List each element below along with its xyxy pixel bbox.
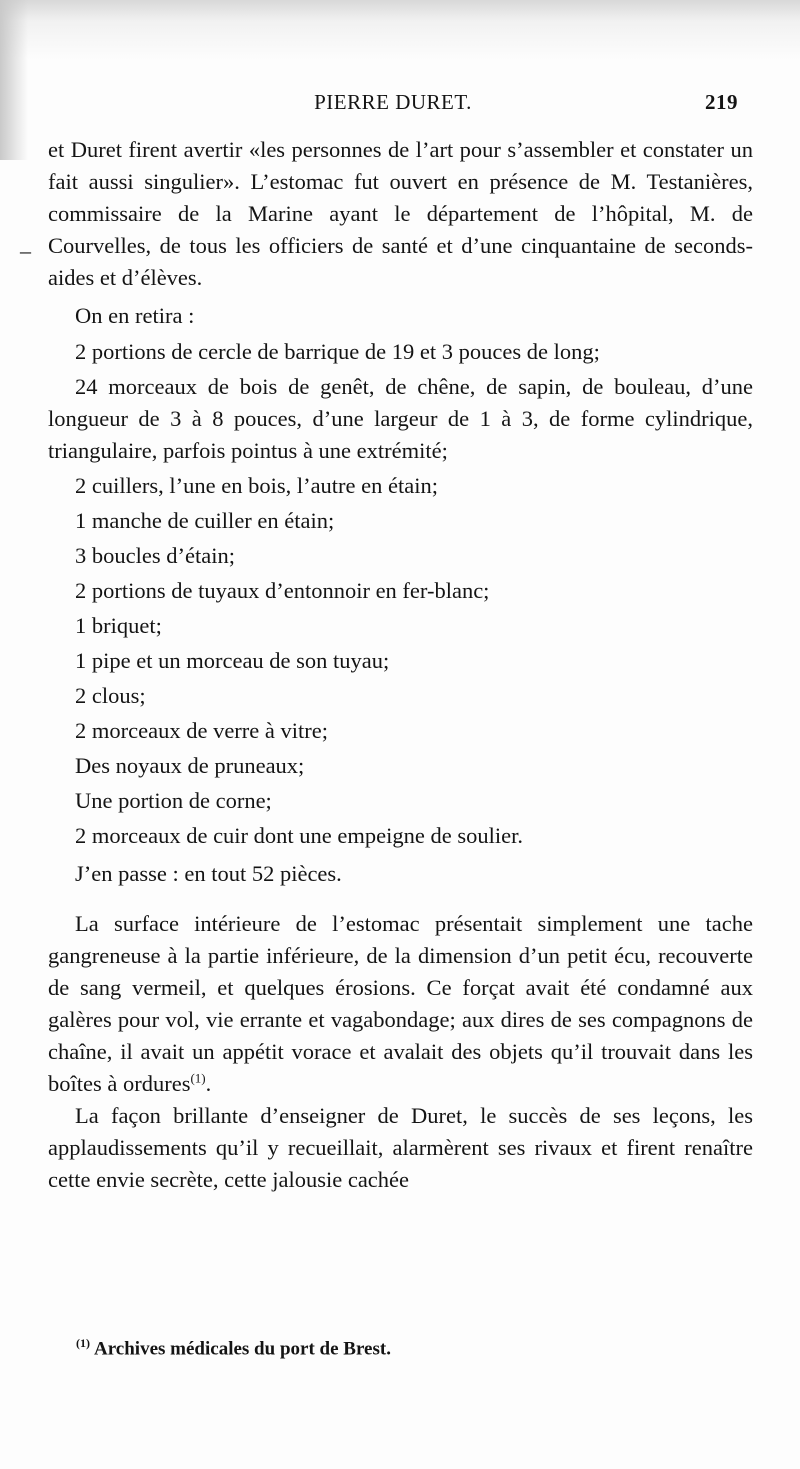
item-list <box>48 336 753 852</box>
list-item: 3 boucles d’étain; <box>75 543 235 568</box>
list-item: 2 morceaux de verre à vitre; <box>75 718 328 743</box>
scan-top-edge <box>0 0 800 60</box>
list-item: 1 briquet; <box>75 613 162 638</box>
list-item: 2 morceaux de cuir dont une empeigne de soulier. <box>75 823 523 848</box>
running-head <box>48 90 738 120</box>
paragraph-4 <box>48 908 753 1100</box>
paragraph-2: On en retira : <box>75 303 195 328</box>
footnote-text: Archives médicales du port de Brest. <box>94 1338 391 1360</box>
list-item: 2 clous; <box>75 683 146 708</box>
margin-mark: – <box>20 238 31 263</box>
list-item: 2 portions de cercle de barrique de 19 et 3 pouces de long; <box>75 339 600 364</box>
paragraph-4-end: . <box>205 1071 212 1096</box>
list-item: 1 manche de cuiller en étain; <box>75 508 335 533</box>
list-item: 1 pipe et un morceau de son tuyau; <box>75 648 390 673</box>
main-text <box>48 134 753 1196</box>
paragraph-3: J’en passe : en tout 52 pièces. <box>75 861 342 886</box>
footnote-call: (1) <box>190 1070 206 1086</box>
paragraph-4-text: La surface intérieure de l’estomac présentait simplement une tache gangreneuse à la partie inférieure, de la dimension d’un petit écu, recouverte de sang vermeil, et quelques érosions. Ce forçat avait été condamné aux galères pour vol, vie errante et vagabondage; aux dires de ses compagnons de chaîne, il avait un appétit vorace et avalait des objets qu’il trouvait dans les boîtes à ordures <box>48 911 753 1096</box>
paragraph-1: et Duret firent avertir «les personnes de l’art pour s’assembler et constater un fait aussi singulier». L’estomac fut ouvert en présence de M. Testanières, commissaire de la Marine ayant le département de l’hôpital, M. de Courvelles, de tous les officiers de santé et d’une cinquantaine de seconds-aides et d’élèves. <box>48 137 753 290</box>
paragraph-5: La façon brillante d’enseigner de Duret, le succès de ses leçons, les applaudissements qu’il y recueillait, alarmèrent ses rivaux et firent renaître cette envie secrète, cette jalousie cachée <box>48 1103 753 1192</box>
footnote <box>76 1330 756 1362</box>
list-item: 2 cuillers, l’une en bois, l’autre en étain; <box>75 473 438 498</box>
page-number: 219 <box>705 90 738 114</box>
list-item: 2 portions de tuyaux d’entonnoir en fer-blanc; <box>75 578 490 603</box>
running-title: PIERRE DURET. <box>314 90 472 114</box>
footnote-mark: (1) <box>76 1336 90 1350</box>
list-item: Des noyaux de pruneaux; <box>75 753 305 778</box>
list-item: Une portion de corne; <box>75 788 272 813</box>
scan-left-edge <box>0 0 28 160</box>
list-item: 24 morceaux de bois de genêt, de chêne, de sapin, de bouleau, d’une longueur de 3 à 8 pouces, d’une largeur de 1 à 3, de forme cylindrique, triangulaire, parfois pointus à une extrémité; <box>48 374 753 463</box>
